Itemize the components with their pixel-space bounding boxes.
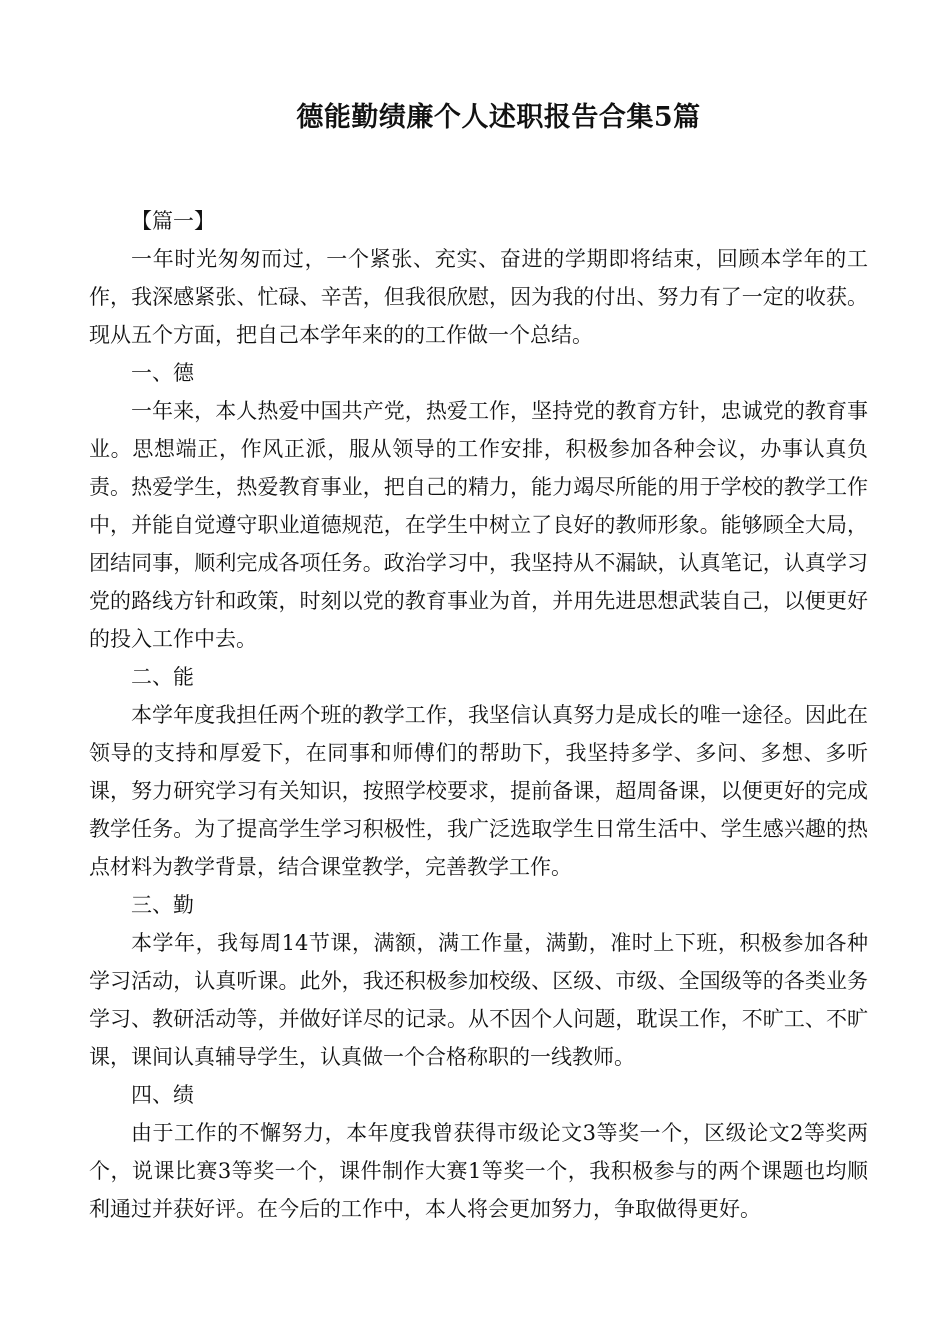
intro-paragraph: 一年时光匆匆而过，一个紧张、充实、奋进的学期即将结束，回顾本学年的工作，我深感紧张、忙碌、辛苦，但我很欣慰，因为我的付出、努力有了一定的收获。现从五个方面，把自己本学年来的的工作做一个总结。 [89,247,868,347]
document-title: 德能勤绩廉个人述职报告合集5篇 [296,102,701,133]
achievement-paragraph: 由于工作的不懈努力，本年度我曾获得市级论文3等奖一个，区级论文2等奖两个，说课比赛3等奖一个，课件制作大赛1等奖一个，我积极参与的两个课题也均顺利通过并获好评。在今后的工作中，本人将会更加努力，争取做得更好。 [89,1121,868,1221]
ability-paragraph: 本学年度我担任两个班的教学工作，我坚信认真努力是成长的唯一途径。因此在领导的支持和厚爱下，在同事和师傅们的帮助下，我坚持多学、多问、多想、多听课，努力研究学习有关知识，按照学校要求，提前备课，超周备课，以便更好的完成教学任务。为了提高学生学习积极性，我广泛选取学生日常生活中、学生感兴趣的热点材料为教学背景，结合课堂教学，完善教学工作。 [89,703,868,879]
virtue-paragraph: 一年来，本人热爱中国共产党，热爱工作，坚持党的教育方针，忠诚党的教育事业。思想端正，作风正派，服从领导的工作安排，积极参加各种会议，办事认真负责。热爱学生，热爱教育事业，把自己的精力，能力竭尽所能的用于学校的教学工作中，并能自觉遵守职业道德规范，在学生中树立了良好的教师形象。能够顾全大局，团结同事，顺利完成各项任务。政治学习中，我坚持从不漏缺，认真笔记，认真学习党的路线方针和政策，时刻以党的教育事业为首，并用先进思想武装自己，以便更好的投入工作中去。 [89,399,868,651]
section-heading-ability: 二、能 [131,665,194,689]
section-heading-achievement: 四、绩 [131,1083,194,1107]
document-body [89,202,868,1228]
section-heading-diligence: 三、勤 [131,893,194,917]
section-heading-part-one: 【篇一】 [131,209,215,233]
section-heading-virtue: 一、德 [131,361,194,385]
diligence-paragraph: 本学年，我每周14节课，满额，满工作量，满勤，准时上下班，积极参加各种学习活动，认真听课。此外，我还积极参加校级、区级、市级、全国级等的各类业务学习、教研活动等，并做好详尽的记录。从不因个人问题，耽误工作，不旷工、不旷课，课间认真辅导学生，认真做一个合格称职的一线教师。 [89,931,868,1069]
